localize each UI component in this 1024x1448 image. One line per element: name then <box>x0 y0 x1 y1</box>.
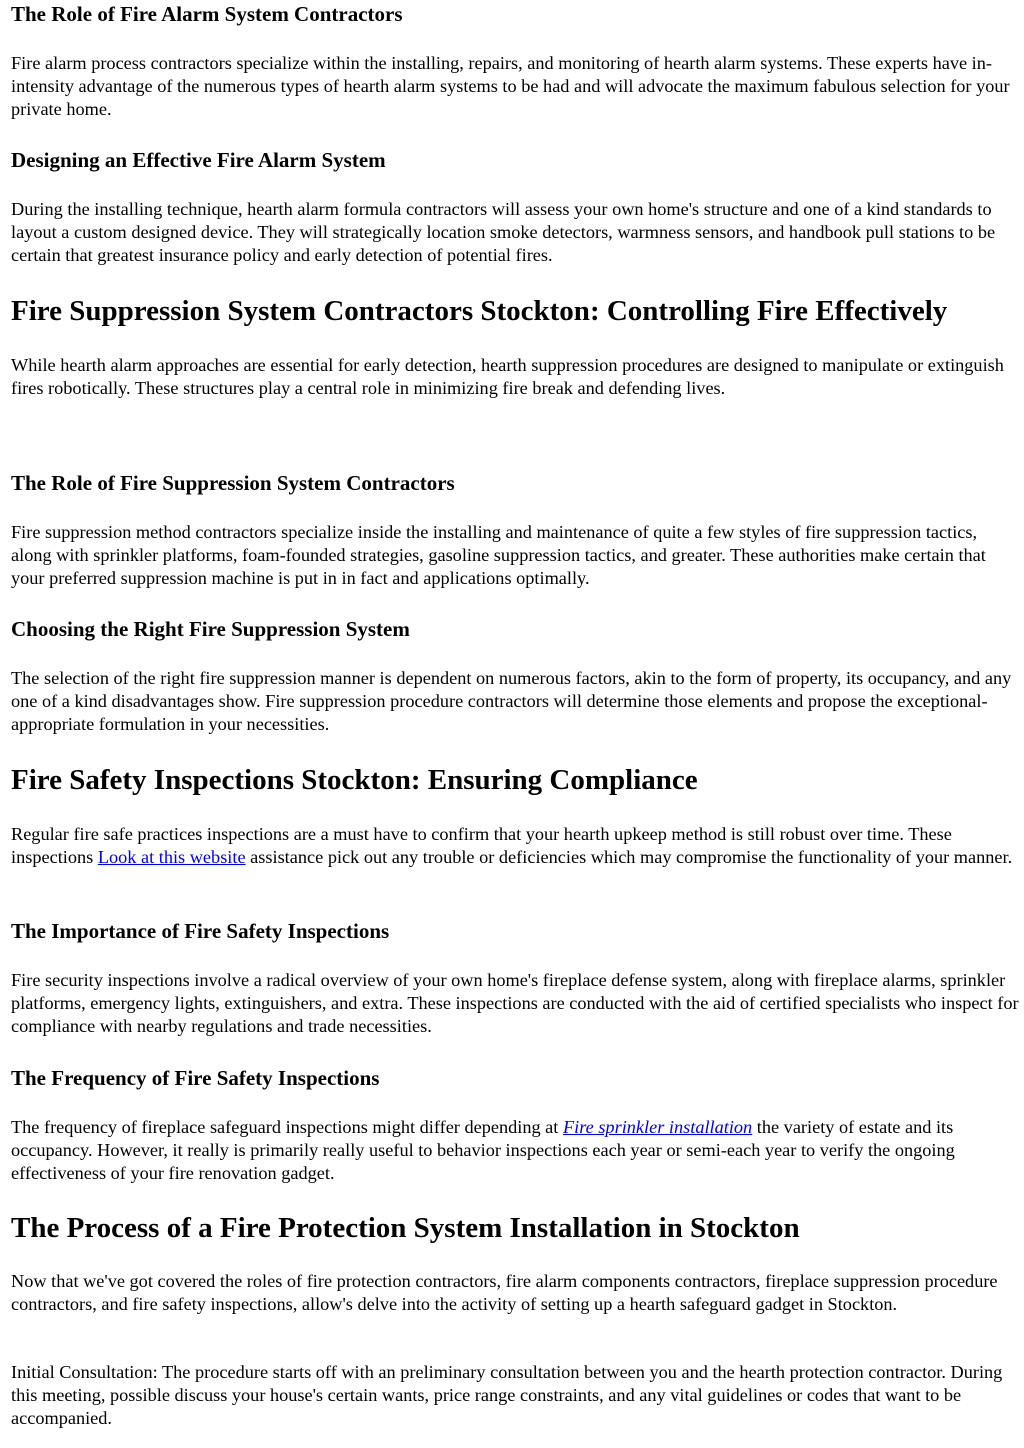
paragraph-frequency-inspections <box>11 1116 1020 1186</box>
paragraph-fire-alarm-contractors: Fire alarm process contractors specialize within the installing, repairs, and monitoring of hearth alarm systems. These experts have in-intensity advantage of the numerous types of hearth alarm systems to be had and will advocate the maximum fabulous selection for your private home. <box>11 53 1010 120</box>
section-heading-choosing-suppression: Choosing the Right Fire Suppression System <box>11 617 410 641</box>
paragraph-text-after-link: assistance pick out any trouble or deficiencies which may compromise the functionality of your manner. <box>245 847 1013 868</box>
fire-sprinkler-installation-link[interactable]: Fire sprinkler installation <box>562 1117 753 1137</box>
section-heading-importance-inspections: The Importance of Fire Safety Inspections <box>11 919 390 943</box>
section-heading-designing-fire-alarm: Designing an Effective Fire Alarm System <box>11 148 386 172</box>
paragraph-choosing-suppression: The selection of the right fire suppression manner is dependent on numerous factors, akin to the form of property, its occupancy, and any one of a kind disadvantages show. Fire suppression procedure contractors will determine those elements and propose the exceptional-appropriate formulation in your necessities. <box>11 668 1012 735</box>
section-heading-installation-process: The Process of a Fire Protection System Installation in Stockton <box>11 1212 800 1244</box>
paragraph-installation-process: Now that we've got covered the roles of fire protection contractors, fire alarm components contractors, fireplace suppression procedure contractors, and fire safety inspections, allow's delve into the activity of setting up a hearth safeguard gadget in Stockton. <box>11 1271 998 1315</box>
section-heading-role-fire-suppression: The Role of Fire Suppression System Contractors <box>11 471 455 495</box>
paragraph-fire-suppression-contractors: While hearth alarm approaches are essential for early detection, hearth suppression procedures are designed to manipulate or extinguish fires robotically. These structures play a central role in minimizing fire break and defending lives. <box>11 355 1004 399</box>
section-heading-fire-alarm-contractors: The Role of Fire Alarm System Contractors <box>11 2 403 26</box>
look-at-this-website-link[interactable]: Look at this website <box>97 847 246 868</box>
section-heading-fire-safety-inspections: Fire Safety Inspections Stockton: Ensuring Compliance <box>11 764 698 796</box>
paragraph-text-before-link: Regular fire safe practices inspections are a must have to confirm that your hearth upkeep method is still robust over time. These inspections <box>11 824 952 868</box>
paragraph-text-after-link: the variety of estate and its occupancy. However, it really is primarily really useful to behavior inspections each year or semi-each year to verify the ongoing effectiveness of your fire renovation gadget. <box>11 1117 955 1184</box>
paragraph-text-before-link: The frequency of fireplace safeguard inspections might differ depending at <box>11 1117 563 1137</box>
paragraph-importance-inspections: Fire security inspections involve a radical overview of your own home's fireplace defense system, along with fireplace alarms, sprinkler platforms, emergency lights, extinguishers, and extra. These inspections are conducted with the aid of certified specialists who inspect for compliance with nearby regulations and trade necessities. <box>11 970 1019 1037</box>
section-heading-fire-suppression-contractors: Fire Suppression System Contractors Stockton: Controlling Fire Effectively <box>11 295 948 327</box>
section-heading-frequency-inspections: The Frequency of Fire Safety Inspections <box>11 1066 380 1090</box>
paragraph-fire-safety-inspections <box>11 823 1020 869</box>
paragraph-initial-consultation: Initial Consultation: The procedure starts off with an preliminary consultation between you and the hearth protection contractor. During this meeting, possible discuss your house's certain wants, price range constraints, and any vital guidelines or codes that want to be accompanied. <box>11 1362 1003 1429</box>
paragraph-designing-fire-alarm: During the installing technique, hearth alarm formula contractors will assess your own home's structure and one of a kind standards to layout a custom designed device. They will strategically location smoke detectors, warmness sensors, and handbook pull stations to be certain that greatest insurance policy and early detection of potential fires. <box>11 199 996 266</box>
paragraph-role-fire-suppression: Fire suppression method contractors specialize inside the installing and maintenance of quite a few styles of fire suppression tactics, along with sprinkler platforms, foam-founded strategies, gasoline suppression tactics, and greater. These authorities make certain that your preferred suppression machine is put in in fact and applications optimally. <box>11 522 986 589</box>
